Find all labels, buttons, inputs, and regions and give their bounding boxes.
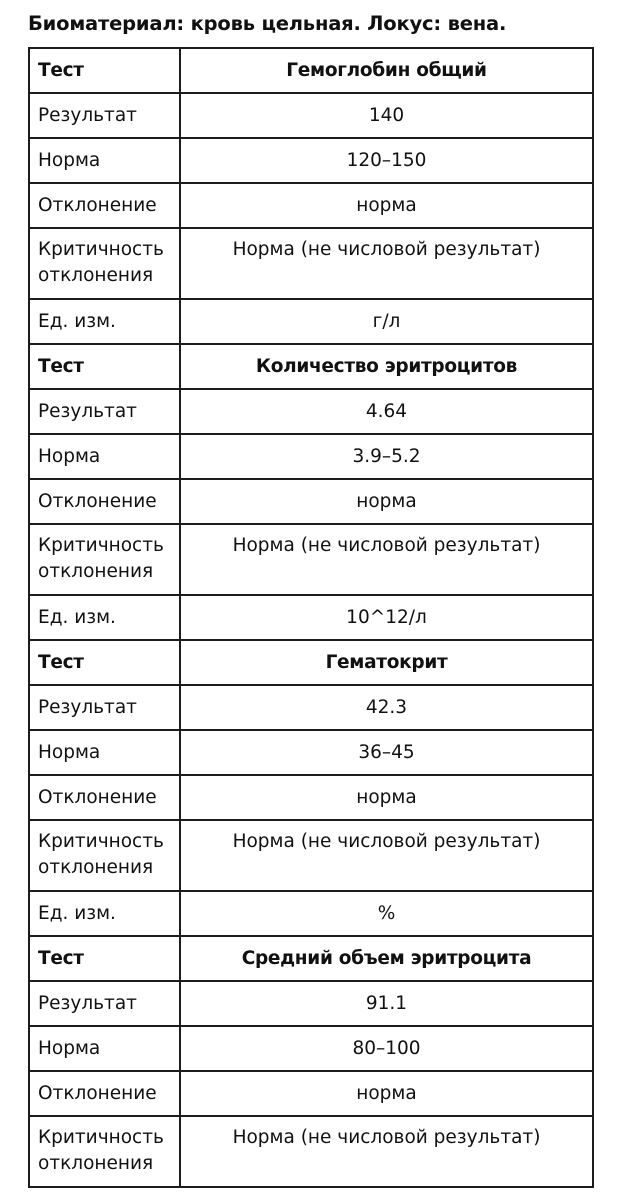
table-row xyxy=(29,595,593,640)
table-row xyxy=(29,1071,593,1116)
row-label: Норма xyxy=(29,730,180,775)
table-row xyxy=(29,1116,593,1187)
table-row xyxy=(29,183,593,228)
row-value: норма xyxy=(180,479,593,524)
row-label: Критичность отклонения xyxy=(29,820,180,891)
row-label: Результат xyxy=(29,389,180,434)
row-value: 42.3 xyxy=(180,685,593,730)
row-label: Отклонение xyxy=(29,775,180,820)
row-value: 140 xyxy=(180,93,593,138)
results-table xyxy=(28,47,594,1188)
table-row xyxy=(29,138,593,183)
row-label: Отклонение xyxy=(29,183,180,228)
row-label: Отклонение xyxy=(29,479,180,524)
test-name: Количество эритроцитов xyxy=(180,344,593,389)
test-name: Гемоглобин общий xyxy=(180,48,593,93)
row-value: Норма (не числовой результат) xyxy=(180,228,593,299)
test-header-row xyxy=(29,344,593,389)
row-value: 10^12/л xyxy=(180,595,593,640)
table-row xyxy=(29,685,593,730)
row-value: 3.9–5.2 xyxy=(180,434,593,479)
row-label: Критичность отклонения xyxy=(29,228,180,299)
test-name: Гематокрит xyxy=(180,640,593,685)
row-label: Отклонение xyxy=(29,1071,180,1116)
table-row xyxy=(29,228,593,299)
row-label: Результат xyxy=(29,93,180,138)
table-row xyxy=(29,299,593,344)
row-value: Норма (не числовой результат) xyxy=(180,524,593,595)
table-row xyxy=(29,434,593,479)
row-label: Результат xyxy=(29,981,180,1026)
row-label: Норма xyxy=(29,434,180,479)
row-value: норма xyxy=(180,775,593,820)
table-row xyxy=(29,1026,593,1071)
row-value: 36–45 xyxy=(180,730,593,775)
row-value: Норма (не числовой результат) xyxy=(180,1116,593,1187)
row-value: Норма (не числовой результат) xyxy=(180,820,593,891)
table-row xyxy=(29,891,593,936)
test-header-row xyxy=(29,936,593,981)
row-label: Ед. изм. xyxy=(29,595,180,640)
table-row xyxy=(29,389,593,434)
row-value: 80–100 xyxy=(180,1026,593,1071)
test-header-row xyxy=(29,48,593,93)
row-value: 120–150 xyxy=(180,138,593,183)
row-value: норма xyxy=(180,1071,593,1116)
table-row xyxy=(29,820,593,891)
row-value: норма xyxy=(180,183,593,228)
row-value: 4.64 xyxy=(180,389,593,434)
table-row xyxy=(29,524,593,595)
row-label: Ед. изм. xyxy=(29,891,180,936)
table-row xyxy=(29,479,593,524)
row-value: % xyxy=(180,891,593,936)
test-label: Тест xyxy=(29,640,180,685)
table-row xyxy=(29,93,593,138)
row-label: Норма xyxy=(29,1026,180,1071)
test-label: Тест xyxy=(29,48,180,93)
row-label: Критичность отклонения xyxy=(29,1116,180,1187)
row-value: 91.1 xyxy=(180,981,593,1026)
table-row xyxy=(29,730,593,775)
row-value: г/л xyxy=(180,299,593,344)
row-label: Критичность отклонения xyxy=(29,524,180,595)
test-label: Тест xyxy=(29,936,180,981)
row-label: Норма xyxy=(29,138,180,183)
test-label: Тест xyxy=(29,344,180,389)
table-row xyxy=(29,981,593,1026)
test-header-row xyxy=(29,640,593,685)
row-label: Ед. изм. xyxy=(29,299,180,344)
test-name: Средний объем эритроцита xyxy=(180,936,593,981)
table-row xyxy=(29,775,593,820)
row-label: Результат xyxy=(29,685,180,730)
page-title: Биоматериал: кровь цельная. Локус: вена. xyxy=(28,12,507,35)
